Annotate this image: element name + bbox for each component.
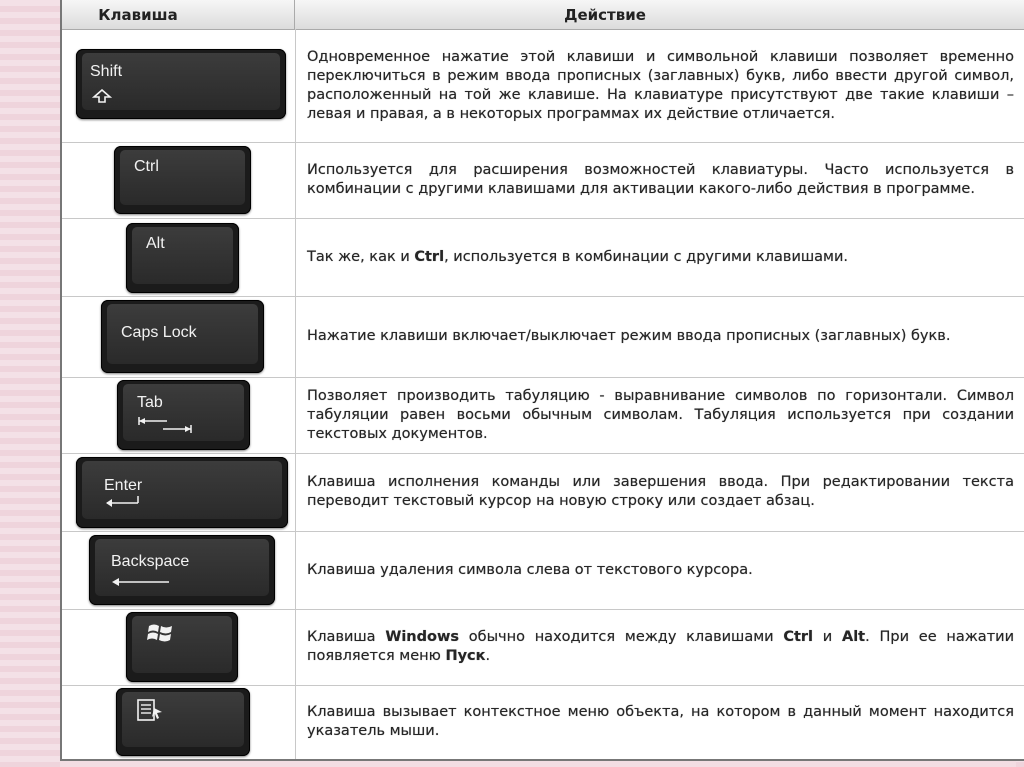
table-row bbox=[62, 142, 1024, 219]
keyboard-keys-table bbox=[60, 0, 1024, 761]
alt-key bbox=[126, 223, 239, 293]
table-row bbox=[62, 29, 1024, 143]
key-description: Так же, как и Ctrl, используется в комбинации с другими клавишами. bbox=[307, 248, 848, 265]
key-label: Tab bbox=[137, 394, 163, 411]
key-description: Клавиша вызывает контекстное меню объекта, на котором в данный момент находится указатель мыши. bbox=[307, 704, 1014, 739]
tab-arrows-icon bbox=[137, 416, 193, 434]
table-row bbox=[62, 453, 1024, 532]
header-key-column: Клавиша bbox=[62, 0, 295, 29]
table-row bbox=[62, 377, 1024, 454]
left-background-stripe bbox=[0, 0, 60, 767]
shift-arrow-icon bbox=[92, 89, 112, 103]
backspace-arrow-icon bbox=[111, 577, 171, 587]
table-row bbox=[62, 531, 1024, 610]
caps-lock-key bbox=[101, 300, 264, 373]
windows-key bbox=[126, 612, 238, 682]
key-label: Ctrl bbox=[134, 158, 159, 175]
tab-key bbox=[117, 380, 250, 450]
enter-key bbox=[76, 457, 288, 528]
key-description: Одновременное нажатие этой клавиши и символьной клавиши позволяет временно переключиться в режим ввода прописных (заглавных) букв, либо ввести другой символ, расположенный на той же клавише. На клавиатуре присутствуют две такие клавиши – левая и правая, а в некоторых программах их действие отличается. bbox=[307, 48, 1014, 122]
key-label: Shift bbox=[90, 63, 123, 80]
table-row bbox=[62, 609, 1024, 686]
key-description: Используется для расширения возможностей клавиатуры. Часто используется в комбинации с другими клавишами для активации какого-либо действия в программе. bbox=[307, 162, 1014, 197]
key-label: Backspace bbox=[111, 553, 190, 570]
key-description: Нажатие клавиши включает/выключает режим ввода прописных (заглавных) букв. bbox=[307, 328, 951, 344]
ctrl-key bbox=[114, 146, 251, 214]
key-description: Клавиша удаления символа слева от текстового курсора. bbox=[307, 561, 753, 578]
table-header bbox=[62, 0, 1024, 30]
table-row bbox=[62, 685, 1024, 759]
key-label: Enter bbox=[104, 477, 143, 494]
key-description: Клавиша Windows обычно находится между клавишами Ctrl и Alt. При ее нажатии появляется меню Пуск. bbox=[307, 629, 1014, 664]
context-menu-icon bbox=[136, 698, 164, 722]
shift-key bbox=[76, 49, 286, 119]
table-row bbox=[62, 218, 1024, 297]
key-description: Позволяет производить табуляцию - выравнивание символов по горизонтали. Символ табуляции равен восьми обычным символам. Табуляция используется при создании текстовых документов. bbox=[307, 387, 1014, 442]
key-label: Alt bbox=[146, 235, 165, 252]
windows-logo-icon bbox=[146, 622, 176, 644]
key-description: Клавиша исполнения команды или завершения ввода. При редактировании текста переводит текстовый курсор на новую строку или создает абзац. bbox=[307, 474, 1014, 509]
enter-arrow-icon bbox=[104, 495, 140, 509]
backspace-key bbox=[89, 535, 275, 605]
table-row bbox=[62, 296, 1024, 378]
context-menu-key bbox=[116, 688, 250, 756]
header-action-column: Действие bbox=[564, 5, 646, 24]
key-label: Caps Lock bbox=[121, 324, 197, 341]
